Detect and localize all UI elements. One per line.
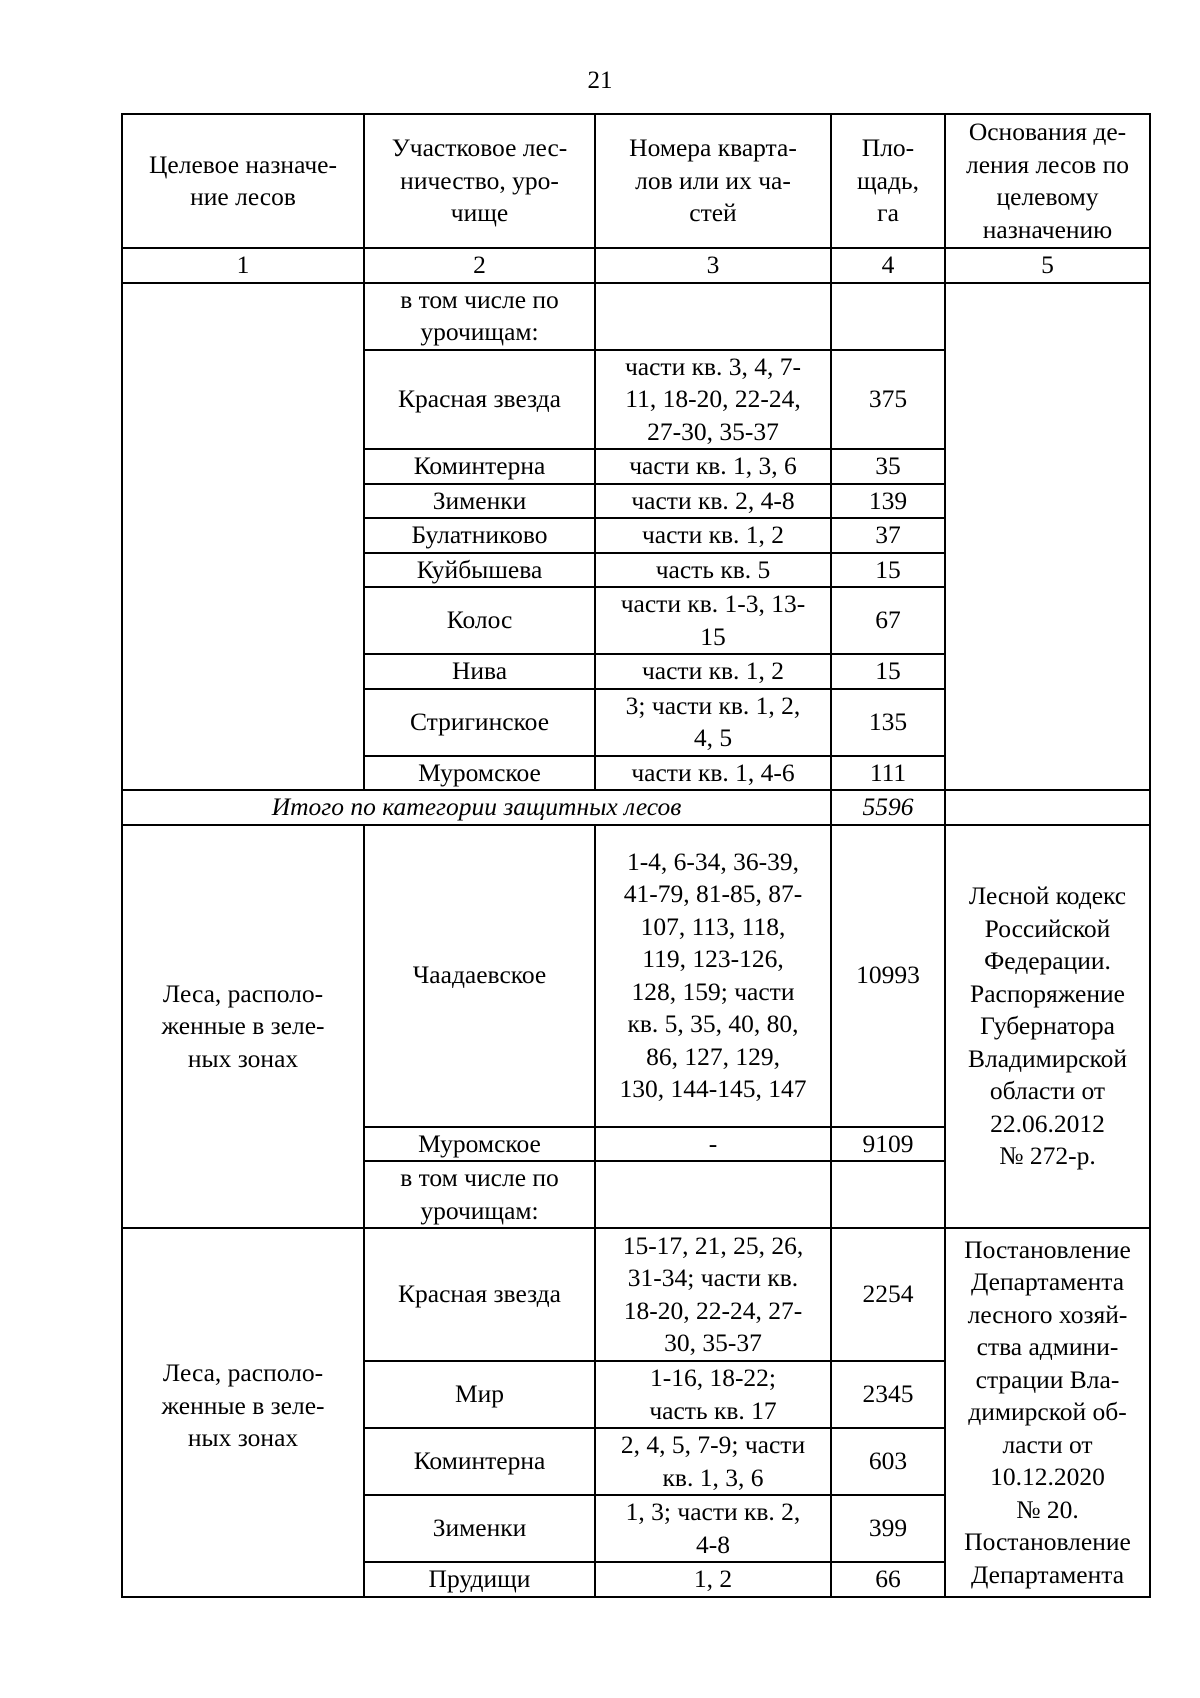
area-cell: 135 bbox=[831, 689, 945, 756]
quarters-cell bbox=[595, 1161, 831, 1228]
basis-text: Лесной кодекс Российской Федерации. Распоряжение Губернатора Владимирской области от 22.06.2012 № 272-р. bbox=[967, 881, 1127, 1170]
subheading-text: в том числе по урочищам: bbox=[400, 1163, 559, 1225]
area-cell: 603 bbox=[831, 1428, 945, 1495]
basis-text: Постановление Департамента лесного хозяй- ства админи- страции Вла- димирской об- ласти от 10.12.2020 № 20. Постановление Департамента bbox=[964, 1234, 1131, 1589]
column-number: 4 bbox=[831, 248, 945, 283]
basis-cell bbox=[945, 1228, 1150, 1597]
column-number-row bbox=[122, 248, 1150, 283]
quarters-cell: 1, 2 bbox=[595, 1562, 831, 1597]
area-cell: 2254 bbox=[831, 1228, 945, 1361]
forestry-cell: Муромское bbox=[364, 1127, 595, 1162]
quarters-text: 1, 3; части кв. 2, 4-8 bbox=[625, 1497, 801, 1559]
quarters-text: 15-17, 21, 25, 26, 31-34; части кв. 18-20, 22-24, 27- 30, 35-37 bbox=[622, 1230, 804, 1357]
tract-cell: Стригинское bbox=[364, 689, 595, 756]
area-cell: 67 bbox=[831, 587, 945, 654]
header-basis-text: Основания де- ления лесов по целевому назначению bbox=[966, 117, 1129, 244]
area-cell: 399 bbox=[831, 1495, 945, 1562]
purpose-cell bbox=[122, 825, 364, 1229]
purpose-cell-empty bbox=[122, 283, 364, 791]
quarters-cell bbox=[595, 1428, 831, 1495]
header-area bbox=[831, 114, 945, 248]
header-quarters-text: Номера кварта- лов или их ча- стей bbox=[629, 133, 797, 228]
quarters-cell bbox=[595, 1361, 831, 1428]
tract-cell: Колос bbox=[364, 587, 595, 654]
quarters-text: части кв. 1-3, 13- 15 bbox=[620, 589, 806, 651]
purpose-text: Леса, располо- женные в зеле- ных зонах bbox=[161, 978, 325, 1073]
column-number: 1 bbox=[122, 248, 364, 283]
quarters-cell bbox=[595, 1495, 831, 1562]
header-forestry-text: Участковое лес- ничество, уро- чище bbox=[391, 133, 568, 228]
tract-cell: Зименки bbox=[364, 1495, 595, 1562]
header-purpose-text: Целевое назначе- ние лесов bbox=[148, 149, 337, 211]
area-cell: 15 bbox=[831, 654, 945, 689]
column-number: 5 bbox=[945, 248, 1150, 283]
quarters-text: 3; части кв. 1, 2, 4, 5 bbox=[625, 690, 801, 752]
area-cell: 15 bbox=[831, 553, 945, 588]
total-label: Итого по категории защитных лесов bbox=[122, 790, 831, 825]
subheading-text: в том числе по урочищам: bbox=[400, 284, 559, 346]
purpose-cell bbox=[122, 1228, 364, 1597]
area-cell: 35 bbox=[831, 449, 945, 484]
area-cell: 375 bbox=[831, 350, 945, 450]
quarters-text: 2, 4, 5, 7-9; части кв. 1, 3, 6 bbox=[620, 1430, 806, 1492]
quarters-cell: часть кв. 5 bbox=[595, 553, 831, 588]
header-quarters bbox=[595, 114, 831, 248]
total-value: 5596 bbox=[831, 790, 945, 825]
tract-cell: Красная звезда bbox=[364, 350, 595, 450]
tract-cell: Красная звезда bbox=[364, 1228, 595, 1361]
column-number: 2 bbox=[364, 248, 595, 283]
tract-cell: Мир bbox=[364, 1361, 595, 1428]
quarters-cell bbox=[595, 283, 831, 350]
tract-cell: Коминтерна bbox=[364, 449, 595, 484]
total-basis-empty bbox=[945, 790, 1150, 825]
tract-cell: Зименки bbox=[364, 484, 595, 519]
basis-cell bbox=[945, 825, 1150, 1229]
header-purpose bbox=[122, 114, 364, 248]
quarters-text: 1-16, 18-22; часть кв. 17 bbox=[649, 1363, 777, 1425]
quarters-cell: части кв. 1, 3, 6 bbox=[595, 449, 831, 484]
quarters-cell bbox=[595, 825, 831, 1127]
table-header-row bbox=[122, 114, 1150, 248]
quarters-text: 1-4, 6-34, 36-39, 41-79, 81-85, 87- 107, 113, 118, 119, 123-126, 128, 159; части кв. 5, 35, 40, 80, 86, 127, 129, 130, 144-145, 147 bbox=[619, 846, 807, 1103]
tract-cell: Коминтерна bbox=[364, 1428, 595, 1495]
tract-cell: Нива bbox=[364, 654, 595, 689]
total-row bbox=[122, 790, 1150, 825]
page-number: 21 bbox=[587, 67, 613, 94]
basis-cell-empty bbox=[945, 283, 1150, 791]
subheading-cell bbox=[364, 1161, 595, 1228]
area-cell: 111 bbox=[831, 756, 945, 791]
tract-cell: Муромское bbox=[364, 756, 595, 791]
header-forestry bbox=[364, 114, 595, 248]
area-cell bbox=[831, 1161, 945, 1228]
tract-cell: Куйбышева bbox=[364, 553, 595, 588]
purpose-text: Леса, располо- женные в зеле- ных зонах bbox=[161, 1358, 325, 1452]
quarters-text: части кв. 3, 4, 7- 11, 18-20, 22-24, 27-30, 35-37 bbox=[624, 351, 802, 446]
area-cell: 10993 bbox=[831, 825, 945, 1127]
quarters-cell bbox=[595, 689, 831, 756]
quarters-cell bbox=[595, 1228, 831, 1361]
header-area-text: Пло- щадь, га bbox=[857, 133, 919, 228]
quarters-cell: части кв. 1, 2 bbox=[595, 518, 831, 553]
forestry-cell: Чаадаевское bbox=[364, 825, 595, 1127]
area-cell: 66 bbox=[831, 1562, 945, 1597]
quarters-cell: части кв. 2, 4-8 bbox=[595, 484, 831, 519]
quarters-cell bbox=[595, 350, 831, 450]
table-row bbox=[122, 1228, 1150, 1361]
area-cell: 2345 bbox=[831, 1361, 945, 1428]
quarters-cell: части кв. 1, 4-6 bbox=[595, 756, 831, 791]
area-cell: 9109 bbox=[831, 1127, 945, 1162]
quarters-cell: части кв. 1, 2 bbox=[595, 654, 831, 689]
quarters-cell bbox=[595, 587, 831, 654]
area-cell bbox=[831, 283, 945, 350]
table-row bbox=[122, 283, 1150, 350]
quarters-cell: - bbox=[595, 1127, 831, 1162]
area-cell: 139 bbox=[831, 484, 945, 519]
tract-cell: Прудищи bbox=[364, 1562, 595, 1597]
subheading-cell bbox=[364, 283, 595, 350]
area-cell: 37 bbox=[831, 518, 945, 553]
header-basis bbox=[945, 114, 1150, 248]
tract-cell: Булатниково bbox=[364, 518, 595, 553]
table-row bbox=[122, 825, 1150, 1127]
forest-purpose-table bbox=[121, 113, 1151, 1598]
column-number: 3 bbox=[595, 248, 831, 283]
